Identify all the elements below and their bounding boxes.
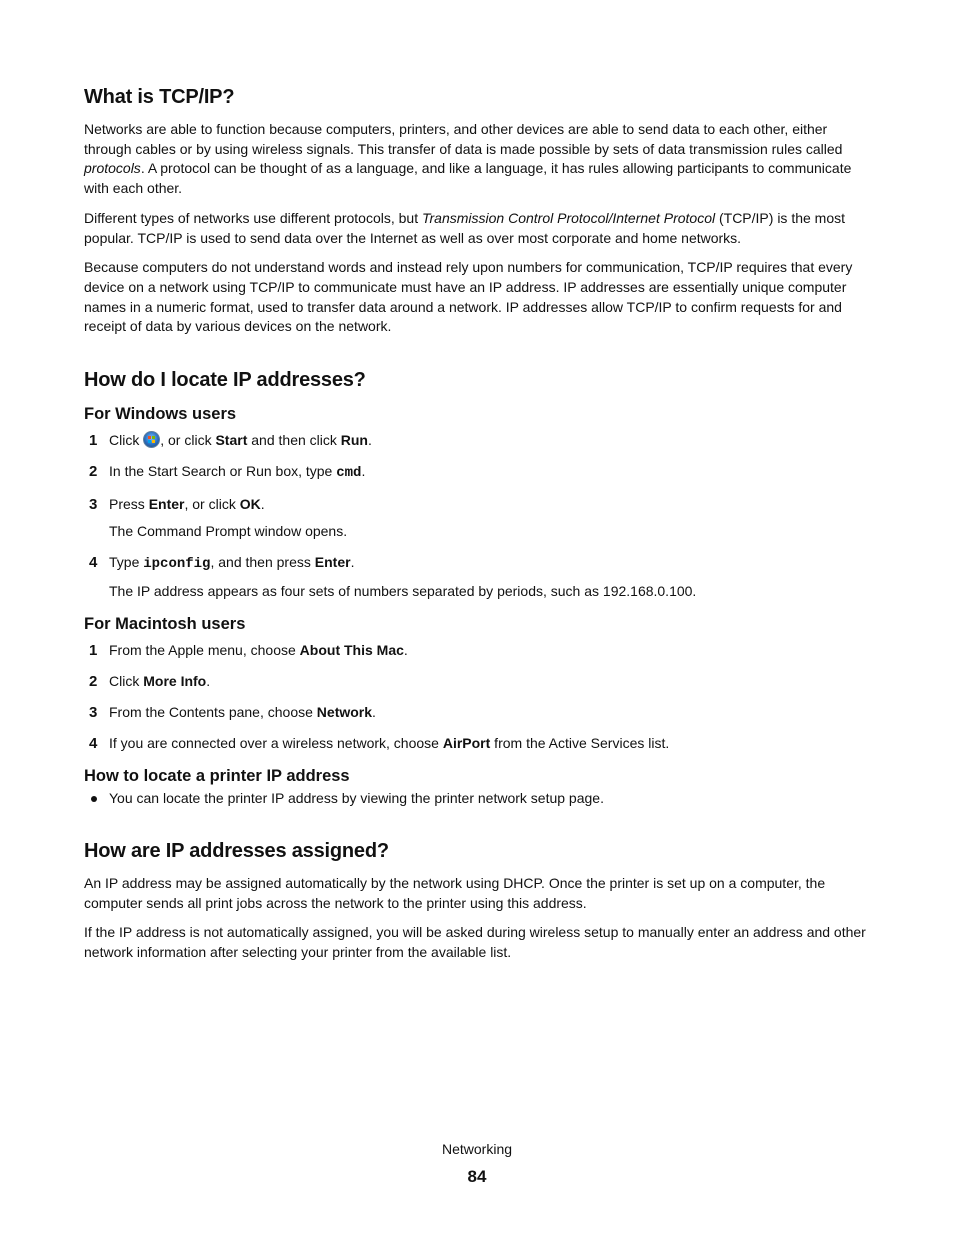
heading-ip-assigned: How are IP addresses assigned?	[84, 840, 389, 863]
paragraph-dhcp: An IP address may be assigned automatically by the network using DHCP. Once the printer is set up on a computer, the computer sends all print jobs across the network to the printer using this address.	[84, 875, 826, 911]
page-content	[84, 84, 874, 973]
step-number: 3	[89, 496, 98, 514]
list-item: 1 From the Apple menu, choose About This Mac.	[89, 642, 408, 660]
step-result-note: The IP address appears as four sets of numbers separated by periods, such as 192.168.0.100.	[109, 583, 697, 600]
bullet-icon	[91, 796, 97, 802]
step-number: 1	[89, 432, 98, 450]
heading-what-is-tcpip: What is TCP/IP?	[84, 86, 235, 108]
step-number: 3	[89, 704, 98, 722]
step-number: 4	[89, 554, 98, 572]
step-result-note: The Command Prompt window opens.	[109, 523, 348, 540]
heading-macintosh-users: For Macintosh users	[84, 615, 246, 634]
paragraph-ip-address-explanation: Because computers do not understand words and instead rely upon numbers for communication, TCP/IP requires that every device on a network using TCP/IP to communicate must have an IP address. IP addresses are essentially unique computer names in a numeric format, used to transfer data around a network. IP addresses allow TCP/IP to confirm requests for and receipt of data by various devices on the network.	[84, 259, 853, 335]
paragraph-networks-intro: Networks are able to function because computers, printers, and other devices are able to send data to each other, either through cables or by using wireless signals. This transfer of data is made possible by sets of data transmission rules called protocols. A protocol can be thought of as a language, and like a language, it has rules allowing participants to communicate with each other.	[84, 121, 852, 197]
list-item: 1 Click , or click Start and then click Run.	[89, 432, 372, 450]
mac-steps-list	[84, 641, 874, 753]
heading-locate-ip: How do I locate IP addresses?	[84, 369, 366, 392]
step-number: 1	[89, 642, 98, 660]
list-item: 4 If you are connected over a wireless network, choose AirPort from the Active Services list.	[89, 735, 670, 753]
windows-steps-list	[84, 431, 874, 601]
footer-chapter-name: Networking	[441, 1141, 513, 1157]
step-number: 2	[89, 463, 98, 481]
step-number: 2	[89, 673, 98, 691]
paragraph-manual-address: If the IP address is not automatically assigned, you will be asked during wireless setup to manually enter an address and other network information after selecting your printer from the available list.	[84, 924, 866, 961]
heading-printer-ip: How to locate a printer IP address	[84, 767, 350, 786]
step-number: 4	[89, 735, 98, 753]
list-item: 2 Click More Info.	[89, 673, 211, 691]
heading-windows-users: For Windows users	[84, 405, 237, 424]
list-item: 3 Press Enter, or click OK. The Command Prompt window opens.	[84, 495, 874, 541]
list-item: 4 Type ipconfig, and then press Enter. The IP address appears as four sets of numbers separated by periods, such as 192.168.0.100.	[84, 553, 874, 601]
list-item: 2 In the Start Search or Run box, type cmd.	[89, 463, 366, 482]
list-item: You can locate the printer IP address by viewing the printer network setup page.	[84, 789, 874, 808]
windows-start-orb-icon	[143, 431, 160, 448]
list-item: 3 From the Contents pane, choose Network.	[89, 704, 376, 722]
printer-ip-bullets	[84, 789, 874, 808]
paragraph-protocols: Different types of networks use different protocols, but Transmission Control Protocol/Internet Protocol (TCP/IP) is the most popular. TCP/IP is used to send data over the Internet as well as over most corporate and home networks.	[84, 209, 846, 246]
page-number: 84	[467, 1167, 487, 1186]
